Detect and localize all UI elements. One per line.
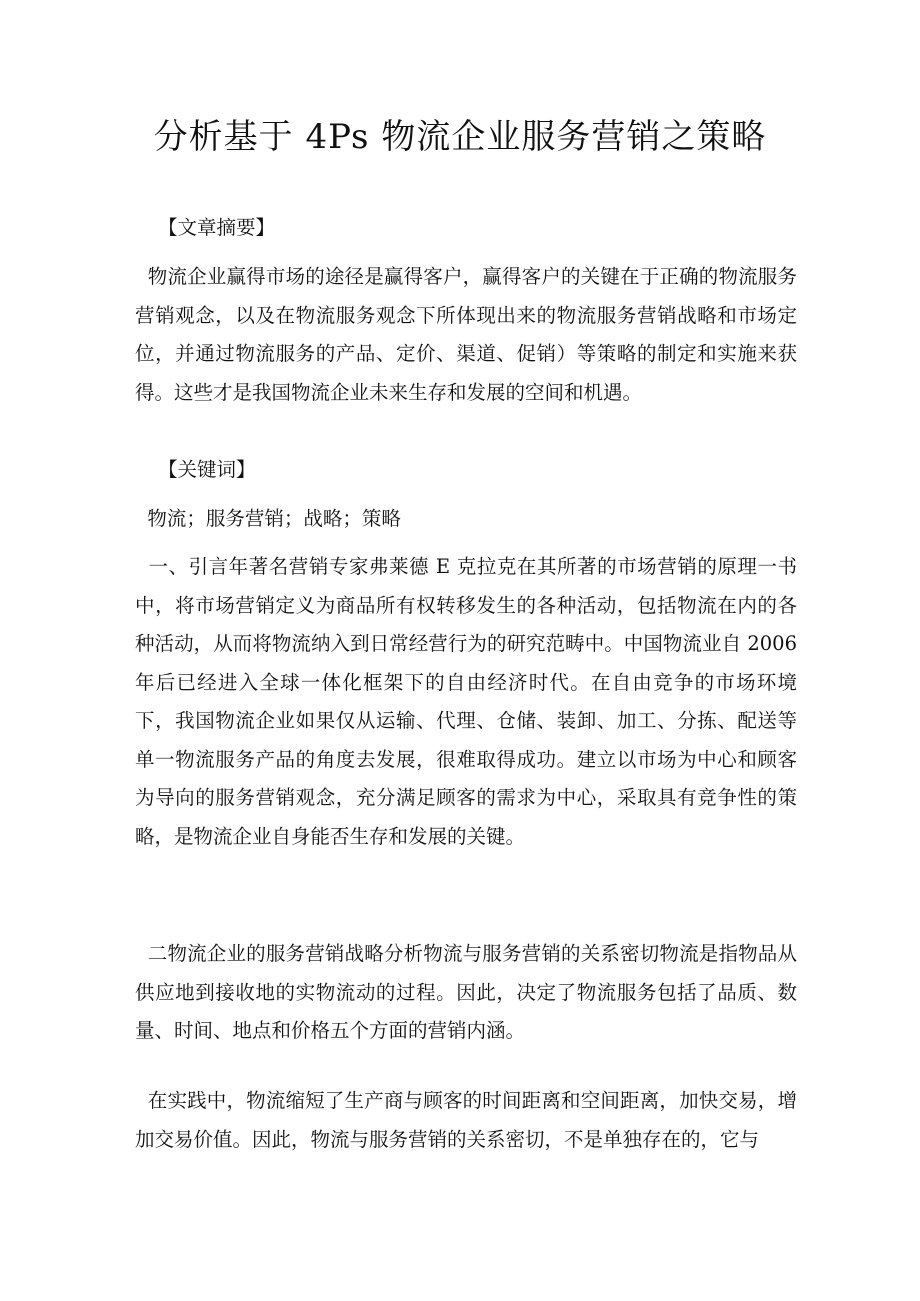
keywords-paragraph: 物流；服务营销；战略；策略	[135, 507, 401, 530]
abstract-paragraph: 物流企业赢得市场的途径是赢得客户，赢得客户的关键在于正确的物流服务营销观念，以及在物流服务观念下所体现出来的物流服务营销战略和市场定位，并通过物流服务的产品、定价、渠道、促销）等策略的制定和实施来获得。这些才是我国物流企业未来生存和发展的空间和机遇。	[135, 265, 797, 404]
document-title: 分析基于 4Ps 物流企业服务营销之策略	[153, 117, 767, 157]
introduction-paragraph: 一、引言年著名营销专家弗莱德 E 克拉克在其所著的市场营销的原理一书中，将市场营销定义为商品所有权转移发生的各种活动，包括物流在内的各种活动，从而将物流纳入到日常经营行为的研究范畴中。中国物流业自 2006 年后已经进入全球一体化框架下的自由经济时代。在自由竞争的市场环境下，我国物流企业如果仅从运输、代理、仓储、装卸、加工、分拣、配送等单一物流服务产品的角度去发展，很难取得成功。建立以市场为中心和顾客为导向的服务营销观念，充分满足顾客的需求为中心，采取具有竞争性的策略，是物流企业自身能否生存和发展的关键。	[135, 555, 804, 848]
practice-paragraph: 在实践中，物流缩短了生产商与顾客的时间距离和空间距离，加快交易，增加交易价值。因此，物流与服务营销的关系密切，不是单独存在的，它与	[135, 1089, 797, 1151]
abstract-heading: 【文章摘要】	[158, 216, 276, 239]
strategy-analysis-paragraph: 二物流企业的服务营销战略分析物流与服务营销的关系密切物流是指物品从供应地到接收地的实物流动的过程。因此，决定了物流服务包括了品质、数量、时间、地点和价格五个方面的营销内涵。	[135, 942, 797, 1042]
keywords-heading: 【关键词】	[158, 458, 256, 481]
